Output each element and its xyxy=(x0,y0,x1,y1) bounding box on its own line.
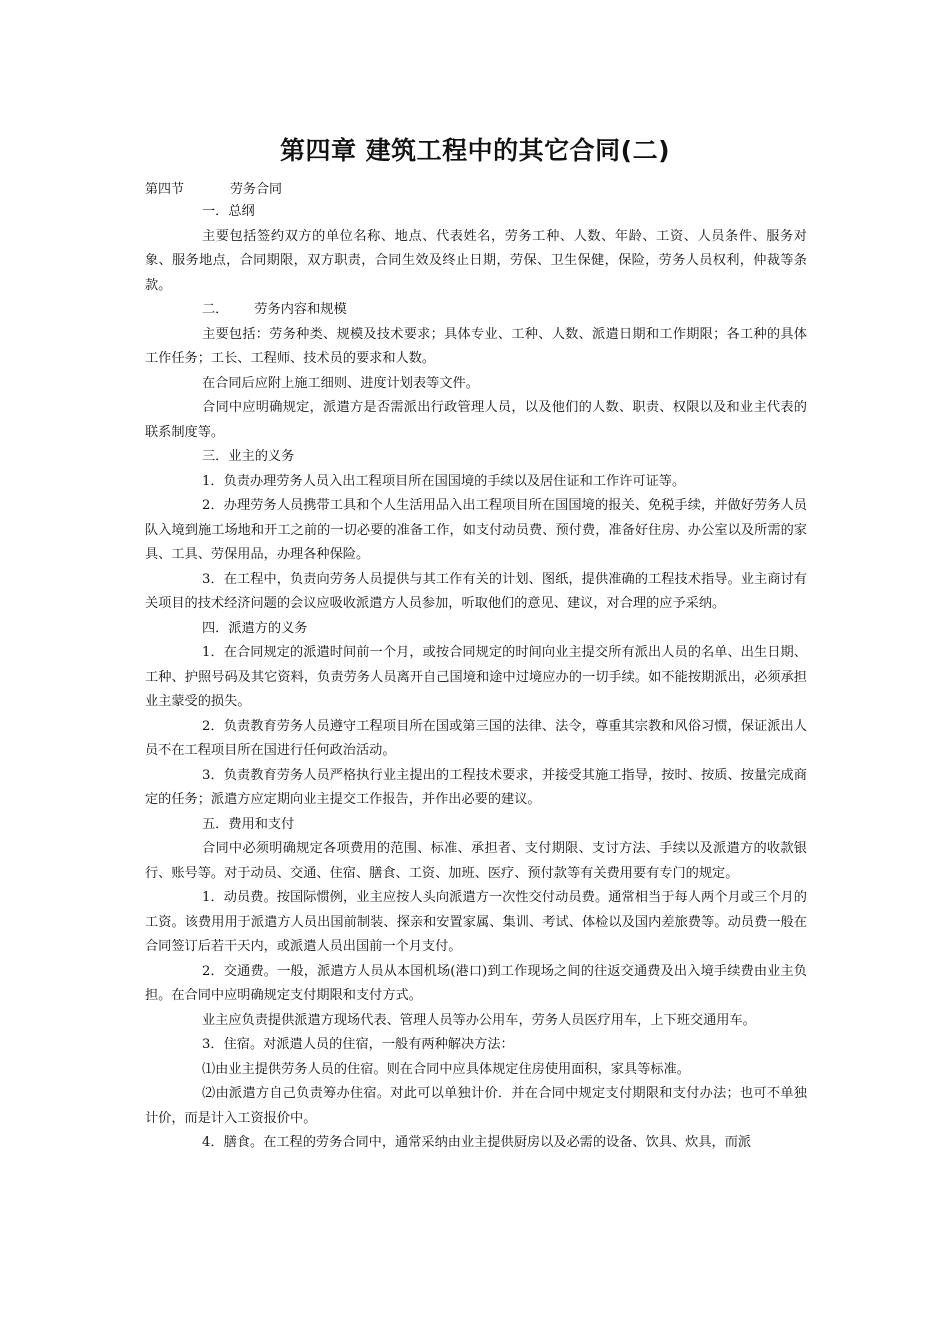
section-name: 劳务合同 xyxy=(230,182,283,197)
paragraph: 业主应负责提供派遣方现场代表、管理人员等办公用车，劳务人员医疗用车，上下班交通用车。 xyxy=(202,1012,756,1028)
section-number: 第四节 xyxy=(145,182,185,197)
paragraph: 2．交通费。一般，派遣方人员从本国机场(港口)到工作现场之间的往返交通费及出入境手续费由业主负担。在合同中应明确规定支付期限和支付方式。 xyxy=(145,963,807,1003)
paragraph: 3．负责教育劳务人员严格执行业主提出的工程技术要求，并接受其施工指导，按时、按质、按量完成商定的任务；派遣方应定期向业主提交工作报告，并作出必要的建议。 xyxy=(145,767,807,807)
subsection-heading: 五．费用和支付 xyxy=(202,816,295,832)
subsection-number: 二． xyxy=(202,302,229,317)
paragraph: 2．负责教育劳务人员遵守工程项目所在国或第三国的法律、法令，尊重其宗教和风俗习惯，保证派出人员不在工程项目所在国进行任何政治活动。 xyxy=(145,718,807,758)
subsection-heading: 四．派遣方的义务 xyxy=(202,620,308,636)
paragraph: 合同中应明确规定，派遣方是否需派出行政管理人员，以及他们的人数、职责、权限以及和业主代表的联系制度等。 xyxy=(145,400,807,440)
subsection-heading: 三．业主的义务 xyxy=(202,449,295,464)
document-title: 第四章 建筑工程中的其它合同(二) xyxy=(279,136,671,165)
paragraph: 主要包括签约双方的单位名称、地点、代表姓名，劳务工种、人数、年龄、工资、人员条件、服务对象、服务地点，合同期限，双方职责，合同生效及终止日期，劳保、卫生保健，保险，劳务人员权利，仲裁等条款。 xyxy=(145,228,807,293)
paragraph: 4．膳食。在工程的劳务合同中，通常采纳由业主提供厨房以及必需的设备、饮具、炊具，而派 xyxy=(202,1135,752,1150)
subsection-title: 劳务内容和规模 xyxy=(254,302,347,317)
paragraph: 主要包括：劳务种类、规模及技术要求；具体专业、工种、人数、派遣日期和工作期限；各工种的具体工作任务；工长、工程师、技术员的要求和人数。 xyxy=(145,326,807,366)
section-heading xyxy=(145,178,282,197)
paragraph: 3．在工程中，负责向劳务人员提供与其工作有关的计划、图纸，提供准确的工程技术指导。业主商讨有关项目的技术经济问题的会议应吸收派遣方人员参加，听取他们的意见、建议，对合理的应予采纳。 xyxy=(145,571,807,611)
paragraph: 3．住宿。对派遣人员的住宿，一般有两种解决方法： xyxy=(202,1037,514,1052)
paragraph: 1．动员费。按国际惯例，业主应按人头向派遣方一次性交付动员费。通常相当于每人两个月或三个月的工资。该费用用于派遣方人员出国前制装、探亲和安置家属、集训、考试、体检以及国内差旅费等。动员费一般在合同签订后若干天内，或派遣人员出国前一个月支付。 xyxy=(145,890,807,954)
paragraph: 在合同后应附上施工细则、进度计划表等文件。 xyxy=(202,375,479,391)
paragraph: ⑴由业主提供劳务人员的住宿。则在合同中应具体规定住房使用面积，家具等标准。 xyxy=(202,1061,690,1077)
paragraph: 1．负责办理劳务人员入出工程项目所在国国境的手续以及居住证和工作许可证等。 xyxy=(202,473,686,489)
paragraph: ⑵由派遣方自己负责筹办住宿。对此可以单独计价．并在合同中规定支付期限和支付办法；也可不单独计价，而是计入工资报价中。 xyxy=(145,1086,807,1126)
paragraph: 2．办理劳务人员携带工具和个人生活用品入出工程项目所在国国境的报关、免税手续，并做好劳务人员队入境到施工场地和开工之前的一切必要的准备工作，如支付动员费、预付费，准备好住房、办公室以及所需的家具、工具、劳保用品，办理各种保险。 xyxy=(145,498,807,562)
subsection-heading xyxy=(145,298,807,323)
paragraph: 1．在合同规定的派遣时间前一个月，或按合同规定的时间向业主提交所有派出人员的名单、出生日期、工种、护照号码及其它资料，负责劳务人员离开自己国境和途中过境应办的一切手续。如不能按期派出，必须承担业主蒙受的损失。 xyxy=(145,645,807,709)
subsection-heading: 一．总纲 xyxy=(202,204,255,219)
paragraph: 合同中必须明确规定各项费用的范围、标准、承担者、支付期限、支讨方法、手续以及派遣方的收款银行、账号等。对于动员、交通、住宿、膳食、工资、加班、医疗、预付款等有关费用要有专门的规定。 xyxy=(145,841,807,881)
document-body xyxy=(145,200,807,1156)
